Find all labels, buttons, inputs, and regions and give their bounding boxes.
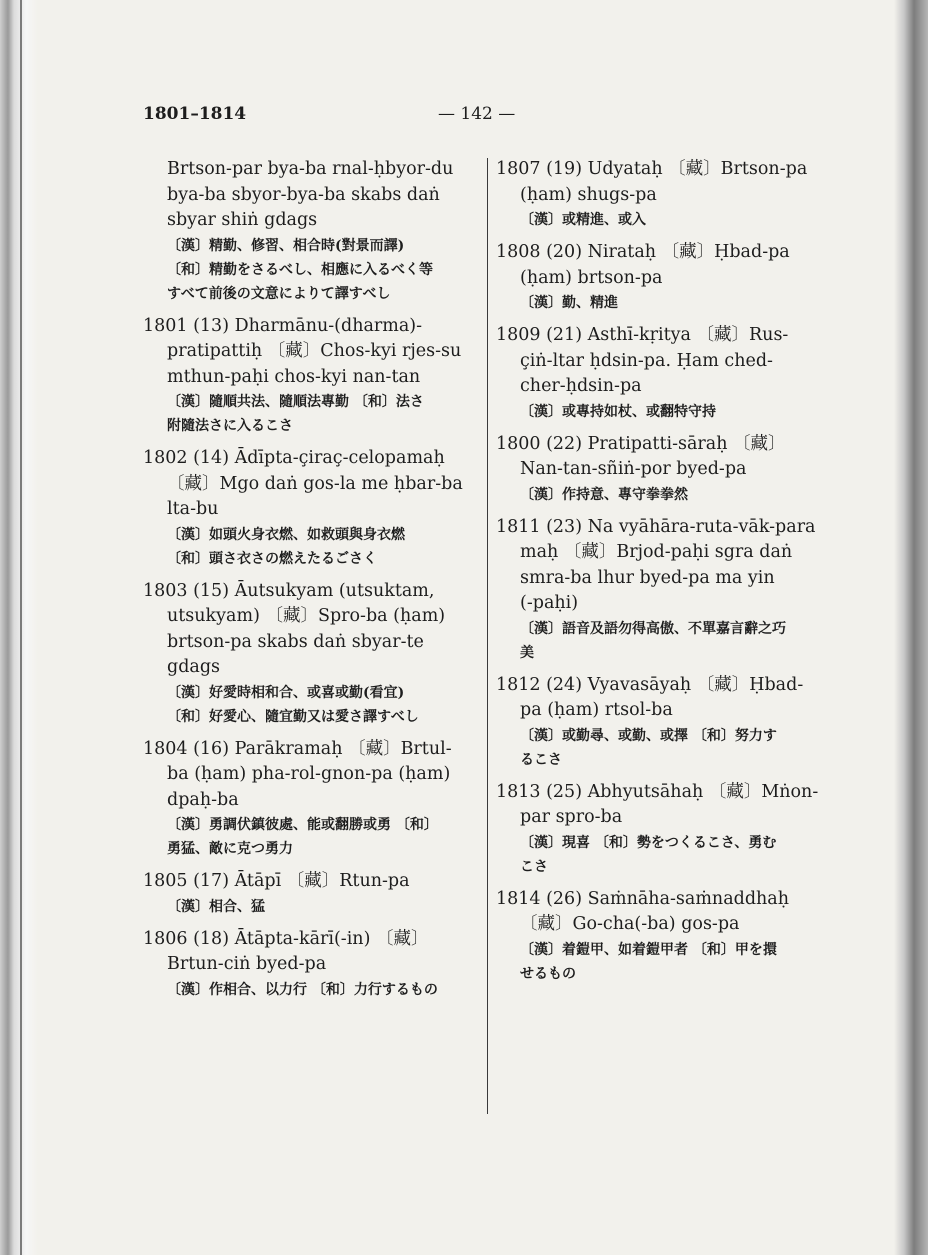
dictionary-entry — [143, 869, 481, 919]
translation-line: 〔漢〕勤、精進 — [520, 295, 618, 311]
entry-text-line: pratipattiḥ 〔藏〕Chos-kyi rjes-su — [167, 341, 462, 361]
entry-text-line: brtson-pa skabs daṅ sbyar-te — [167, 631, 424, 652]
translation-line: 〔和〕好愛心、隨宜勤又は愛さ譯すべし — [167, 708, 419, 725]
entry-text-line: dpaḥ-ba — [167, 789, 239, 810]
dictionary-entry — [496, 887, 834, 986]
translation-line: すべて前後の文意によりて譯すべし — [167, 285, 391, 302]
entry-headword-line: 1811 (23) Na vyāhāra-ruta-vāk-para — [496, 516, 816, 537]
entry-headword-line: 1803 (15) Āutsukyam (utsuktam, — [143, 580, 435, 601]
translation-line: 〔和〕頭さ衣さの燃えたるごさく — [167, 550, 377, 567]
entry-text-line: Brtson-par bya-ba rnal-ḥbyor-du — [167, 159, 454, 179]
translation-line: るこさ — [520, 751, 562, 768]
translation-line: 〔和〕精勤をさるべし、相應に入るべく等 — [167, 261, 433, 278]
entry-text-line: smra-ba lhur byed-pa ma yin — [520, 567, 775, 588]
entry-text-line: maḥ 〔藏〕Brjod-paḥi sgra daṅ — [520, 542, 793, 562]
translation-line: 〔漢〕作相合、以力行 〔和〕力行するもの — [167, 981, 438, 998]
entry-text-line: (ḥam) brtson-pa — [520, 267, 663, 288]
right-page-edge — [894, 0, 928, 1255]
page-number: — 142 — — [438, 104, 516, 124]
entry-range-header: 1801–1814 — [143, 104, 247, 124]
entry-text-line: çiṅ-ltar ḥdsin-pa. Ḥam ched- — [520, 350, 773, 371]
dictionary-entry — [496, 780, 834, 879]
entry-text-line: (-paḥi) — [520, 593, 579, 613]
entry-text-line: 〔藏〕Mgo daṅ gos-la me ḥbar-ba — [167, 473, 463, 494]
entry-text-line: (ḥam) shugs-pa — [520, 184, 657, 205]
entry-text-line: ba (ḥam) pha-rol-gnon-pa (ḥam) — [167, 764, 451, 784]
translation-line: こさ — [520, 858, 548, 875]
entry-text-line: Brtun-ciṅ byed-pa — [167, 954, 327, 974]
dictionary-entry — [143, 579, 481, 729]
dictionary-entry — [143, 314, 481, 439]
column-divider — [487, 158, 488, 1114]
dictionary-entry — [496, 323, 834, 424]
entry-headword-line: 1812 (24) Vyavasāyaḥ 〔藏〕Ḥbad- — [496, 674, 804, 695]
translation-line: 〔漢〕精勤、修習、相合時(對景而譯) — [167, 237, 405, 254]
entry-headword-line: 1808 (20) Nirataḥ 〔藏〕Ḥbad-pa — [496, 242, 790, 262]
entry-text-line: par spro-ba — [520, 807, 623, 827]
entry-headword-line: 1806 (18) Ātāpta-kārī(-in) 〔藏〕 — [143, 928, 429, 949]
left-margin-rule — [20, 0, 22, 1255]
translation-line: 〔漢〕或精進、或入 — [520, 212, 646, 228]
left-binding-edge — [0, 0, 38, 1255]
dictionary-entry — [143, 737, 481, 862]
translation-line: 〔漢〕好愛時相和合、或喜或勤(看宜) — [167, 684, 405, 701]
translation-line: 附隨法さに入るこさ — [167, 418, 293, 434]
left-column — [143, 157, 481, 1010]
entry-text-line: utsukyam) 〔藏〕Spro-ba (ḥam) — [167, 606, 446, 626]
translation-line: 〔漢〕或專持如杖、或翻特守持 — [520, 403, 716, 420]
dictionary-entry — [496, 432, 834, 507]
dictionary-entry — [496, 515, 834, 665]
dictionary-entry — [496, 673, 834, 772]
right-column — [496, 157, 834, 994]
dictionary-entry — [496, 157, 834, 232]
translation-line: せるもの — [520, 965, 576, 982]
translation-line: 〔漢〕相合、猛 — [167, 898, 265, 915]
translation-line: 〔漢〕作持意、專守拳拳然 — [520, 486, 688, 503]
entry-text-line: sbyar shiṅ gdags — [167, 210, 318, 230]
entry-text-line: bya-ba sbyor-bya-ba skabs daṅ — [167, 184, 440, 205]
entry-text-line: pa (ḥam) rtsol-ba — [520, 700, 673, 720]
translation-line: 〔漢〕着鎧甲、如着鎧甲者 〔和〕甲を擐 — [520, 941, 777, 958]
entry-text-line: lta-bu — [167, 499, 219, 519]
translation-line: 〔漢〕或勤尋、或勤、或擇 〔和〕努力す — [520, 727, 777, 744]
dictionary-entry — [143, 157, 481, 306]
translation-line: 〔漢〕現喜 〔和〕勢をつくるこさ、勇む — [520, 834, 777, 851]
dictionary-entry — [496, 240, 834, 315]
entry-text-line: Nan-tan-sñiṅ-por byed-pa — [520, 459, 747, 479]
translation-line: 〔漢〕隨順共法、隨順法專勤 〔和〕法さ — [167, 394, 424, 410]
translation-line: 美 — [520, 644, 534, 661]
entry-text-line: cher-ḥdsin-pa — [520, 376, 642, 396]
translation-line: 〔漢〕語音及語勿得高傲、不單嘉言辭之巧 — [520, 620, 786, 637]
entry-headword-line: 1802 (14) Ādīpta-çiraç-celopamaḥ — [143, 448, 445, 468]
entry-headword-line: 1813 (25) Abhyutsāhaḥ 〔藏〕Mṅon- — [496, 781, 819, 802]
entry-headword-line: 1809 (21) Asthī-kṛitya 〔藏〕Rus- — [496, 325, 789, 345]
dictionary-entry — [143, 927, 481, 1002]
entry-headword-line: 1805 (17) Ātāpī 〔藏〕Rtun-pa — [143, 871, 410, 891]
entry-headword-line: 1807 (19) Udyataḥ 〔藏〕Brtson-pa — [496, 159, 808, 179]
entry-text-line: mthun-paḥi chos-kyi nan-tan — [167, 366, 421, 387]
translation-line: 勇猛、敵に克つ勇力 — [167, 841, 293, 857]
entry-headword-line: 1804 (16) Parākramaḥ 〔藏〕Brtul- — [143, 738, 452, 759]
dictionary-entry — [143, 446, 481, 571]
entry-text-line: gdags — [167, 657, 221, 677]
translation-line: 〔漢〕勇調伏鎮彼處、能或翻勝或勇 〔和〕 — [167, 817, 438, 833]
translation-line: 〔漢〕如頭火身衣燃、如救頭與身衣燃 — [167, 526, 405, 543]
entry-headword-line: 1801 (13) Dharmānu-(dharma)- — [143, 315, 423, 336]
entry-headword-line: 1814 (26) Saṁnāha-saṁnaddhaḥ — [496, 888, 790, 909]
entry-headword-line: 1800 (22) Pratipatti-sāraḥ 〔藏〕 — [496, 433, 786, 454]
entry-text-line: 〔藏〕Go-cha(-ba) gos-pa — [520, 914, 740, 934]
